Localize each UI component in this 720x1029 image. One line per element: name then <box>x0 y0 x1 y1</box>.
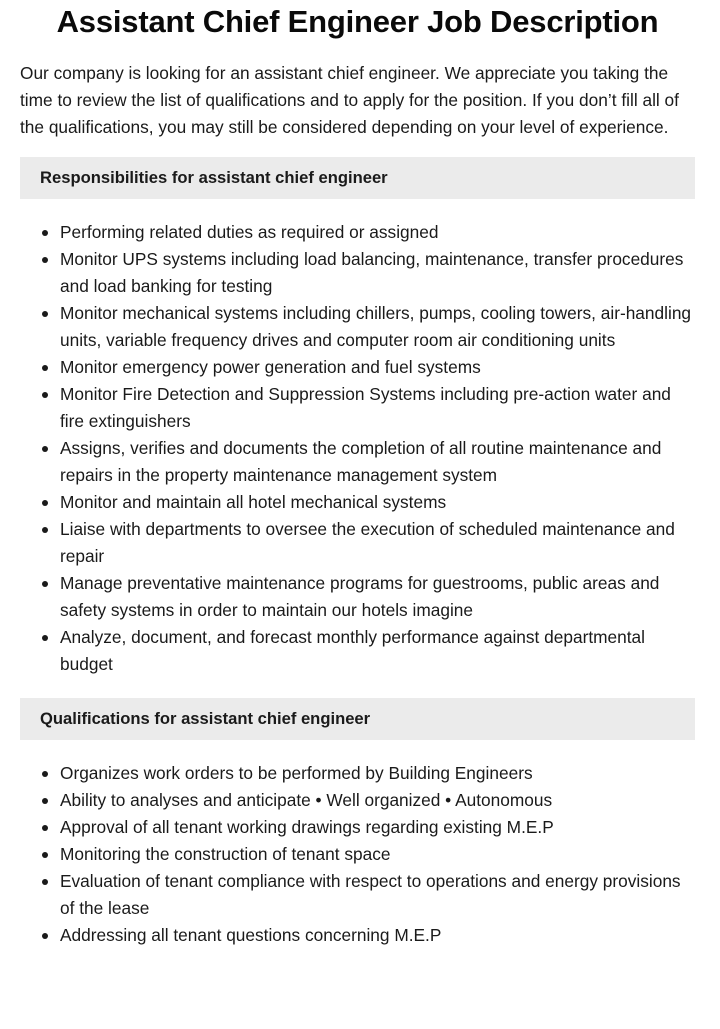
list-item <box>20 624 695 678</box>
list-item-text: Approval of all tenant working drawings regarding existing M.E.P <box>60 817 554 837</box>
bullet-icon <box>42 230 48 236</box>
bullet-icon <box>42 392 48 398</box>
responsibilities-section <box>20 157 695 678</box>
responsibilities-heading <box>20 157 695 199</box>
bullet-icon <box>42 933 48 939</box>
bullet-icon <box>42 365 48 371</box>
qualifications-section <box>20 698 695 949</box>
list-item <box>20 381 695 435</box>
responsibilities-list <box>20 219 695 678</box>
page-title: Assistant Chief Engineer Job Description <box>56 4 659 39</box>
list-item <box>20 570 695 624</box>
bullet-icon <box>42 446 48 452</box>
list-item-text: Liaise with departments to oversee the execution of scheduled maintenance and repair <box>60 519 675 566</box>
responsibilities-heading-text: Responsibilities for assistant chief engineer <box>40 168 388 187</box>
qualifications-heading-text: Qualifications for assistant chief engineer <box>40 709 371 728</box>
section-spacer <box>20 678 695 682</box>
bullet-icon <box>42 879 48 885</box>
bullet-icon <box>42 771 48 777</box>
list-item <box>20 246 695 300</box>
list-item-text: Monitor mechanical systems including chillers, pumps, cooling towers, air-handling units, variable frequency drives and computer room air conditioning units <box>60 303 692 350</box>
list-item <box>20 841 695 868</box>
list-item-text: Monitor emergency power generation and fuel systems <box>60 357 481 377</box>
bullet-icon <box>42 311 48 317</box>
list-item-text: Assigns, verifies and documents the completion of all routine maintenance and repairs in the property maintenance management system <box>60 438 662 485</box>
list-item <box>20 435 695 489</box>
bullet-icon <box>42 852 48 858</box>
list-item-text: Analyze, document, and forecast monthly performance against departmental budget <box>60 627 646 674</box>
list-item-text: Monitor and maintain all hotel mechanical systems <box>60 492 447 512</box>
list-item-text: Monitor Fire Detection and Suppression Systems including pre-action water and fire extinguishers <box>60 384 671 431</box>
list-item <box>20 814 695 841</box>
list-item-text: Monitor UPS systems including load balancing, maintenance, transfer procedures and load banking for testing <box>60 249 684 296</box>
list-item <box>20 219 695 246</box>
bullet-icon <box>42 500 48 506</box>
list-item-text: Evaluation of tenant compliance with respect to operations and energy provisions of the lease <box>60 871 681 918</box>
bullet-icon <box>42 825 48 831</box>
list-item <box>20 922 695 949</box>
list-item <box>20 300 695 354</box>
list-item <box>20 760 695 787</box>
bullet-icon <box>42 581 48 587</box>
list-item <box>20 489 695 516</box>
list-item <box>20 516 695 570</box>
list-item <box>20 787 695 814</box>
bullet-icon <box>42 527 48 533</box>
bullet-icon <box>42 798 48 804</box>
qualifications-list <box>20 760 695 949</box>
list-item-text: Addressing all tenant questions concerning M.E.P <box>60 925 442 945</box>
bullet-icon <box>42 257 48 263</box>
list-item <box>20 354 695 381</box>
bullet-icon <box>42 635 48 641</box>
qualifications-heading <box>20 698 695 740</box>
list-item-text: Organizes work orders to be performed by Building Engineers <box>60 763 533 783</box>
list-item <box>20 868 695 922</box>
list-item-text: Manage preventative maintenance programs for guestrooms, public areas and safety systems in order to maintain our hotels imagine <box>60 573 660 620</box>
list-item-text: Performing related duties as required or assigned <box>60 222 439 242</box>
intro-paragraph: Our company is looking for an assistant chief engineer. We appreciate you taking the time to review the list of qualifications and to apply for the position. If you don’t fill all of the qualifications, you may still be considered depending on your level of experience. <box>20 63 679 137</box>
list-item-text: Ability to analyses and anticipate • Well organized • Autonomous <box>60 790 553 810</box>
list-item-text: Monitoring the construction of tenant space <box>60 844 391 864</box>
